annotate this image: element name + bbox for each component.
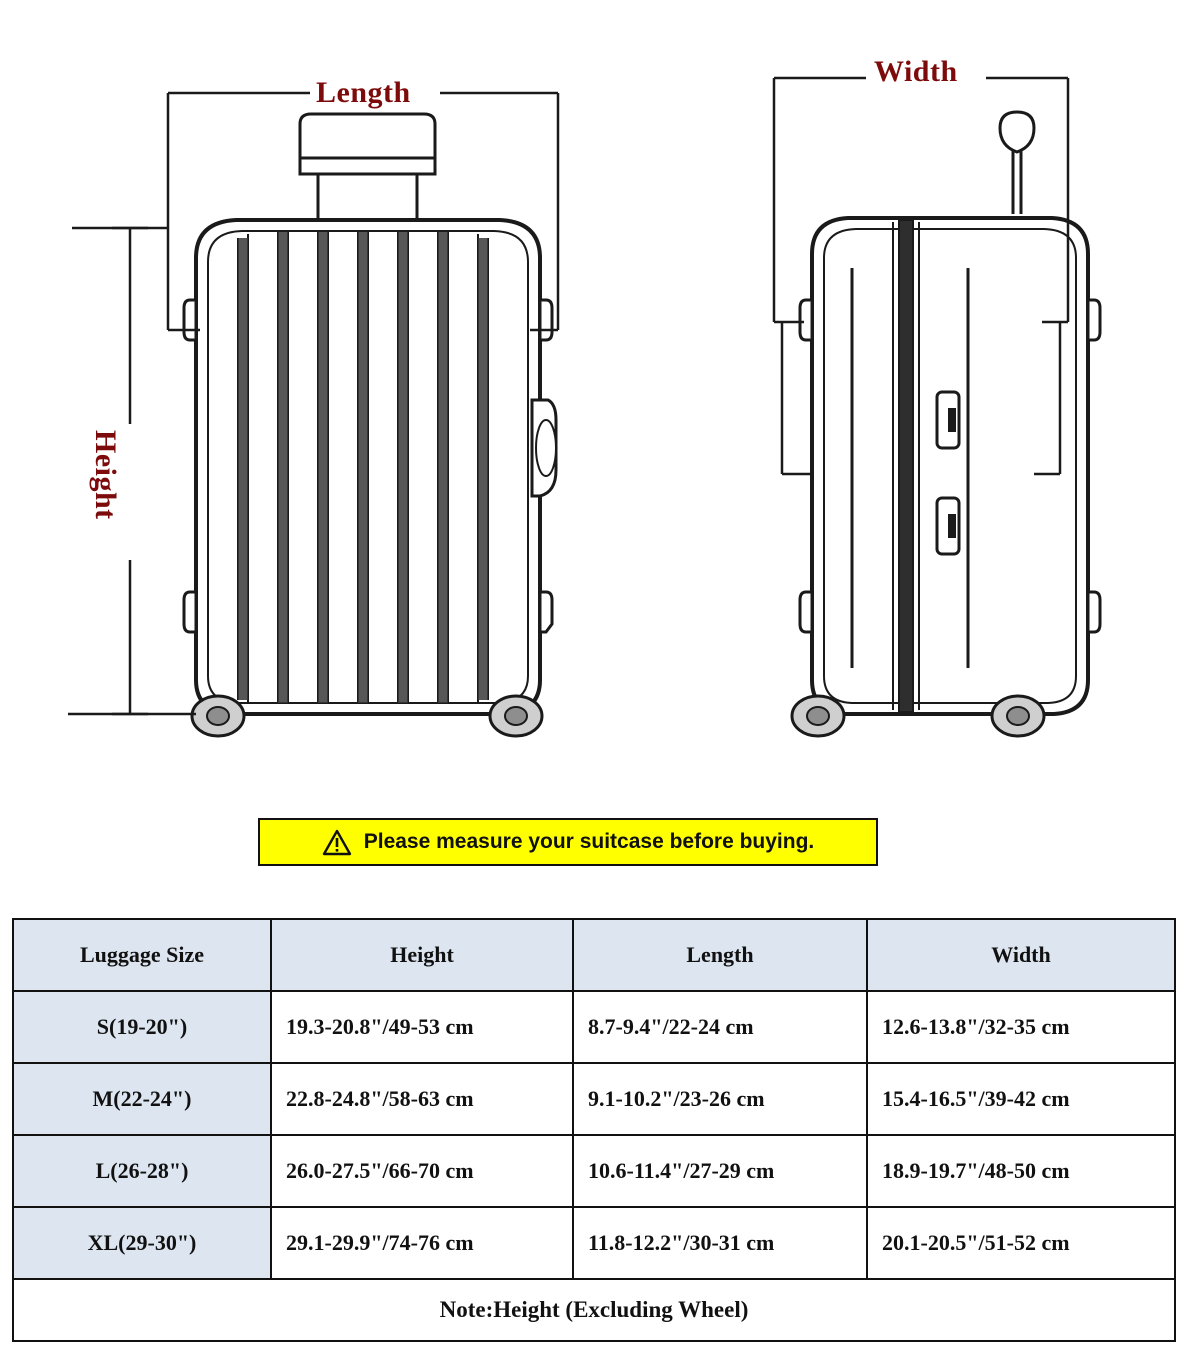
header-length: Length <box>573 919 867 991</box>
cell-width: 18.9-19.7"/48-50 cm <box>867 1135 1175 1207</box>
length-label: Length <box>316 76 411 109</box>
height-label: Height <box>89 430 122 520</box>
warning-triangle-icon <box>322 829 352 856</box>
cell-length: 8.7-9.4"/22-24 cm <box>573 991 867 1063</box>
table-row <box>13 1207 1175 1279</box>
table-note-row <box>13 1279 1175 1341</box>
cell-height: 19.3-20.8"/49-53 cm <box>271 991 573 1063</box>
cell-length: 9.1-10.2"/23-26 cm <box>573 1063 867 1135</box>
suitcase-front-view <box>184 114 556 736</box>
size-table-container <box>12 918 1174 1342</box>
luggage-size-table <box>12 918 1176 1342</box>
cell-size: XL(29-30") <box>13 1207 271 1279</box>
table-row <box>13 991 1175 1063</box>
cell-size: M(22-24") <box>13 1063 271 1135</box>
table-header-row <box>13 919 1175 991</box>
table-note: Note:Height (Excluding Wheel) <box>13 1279 1175 1341</box>
warning-text: Please measure your suitcase before buying. <box>363 830 815 853</box>
cell-length: 11.8-12.2"/30-31 cm <box>573 1207 867 1279</box>
table-row <box>13 1135 1175 1207</box>
cell-width: 15.4-16.5"/39-42 cm <box>867 1063 1175 1135</box>
table-row <box>13 1063 1175 1135</box>
header-height: Height <box>271 919 573 991</box>
cell-length: 10.6-11.4"/27-29 cm <box>573 1135 867 1207</box>
cell-height: 29.1-29.9"/74-76 cm <box>271 1207 573 1279</box>
cell-height: 22.8-24.8"/58-63 cm <box>271 1063 573 1135</box>
cell-width: 12.6-13.8"/32-35 cm <box>867 991 1175 1063</box>
cell-width: 20.1-20.5"/51-52 cm <box>867 1207 1175 1279</box>
cell-size: S(19-20") <box>13 991 271 1063</box>
header-width: Width <box>867 919 1175 991</box>
cell-size: L(26-28") <box>13 1135 271 1207</box>
measure-warning-banner <box>258 818 878 866</box>
header-luggage-size: Luggage Size <box>13 919 271 991</box>
suitcase-side-view <box>792 112 1100 736</box>
cell-height: 26.0-27.5"/66-70 cm <box>271 1135 573 1207</box>
width-label: Width <box>874 55 958 88</box>
